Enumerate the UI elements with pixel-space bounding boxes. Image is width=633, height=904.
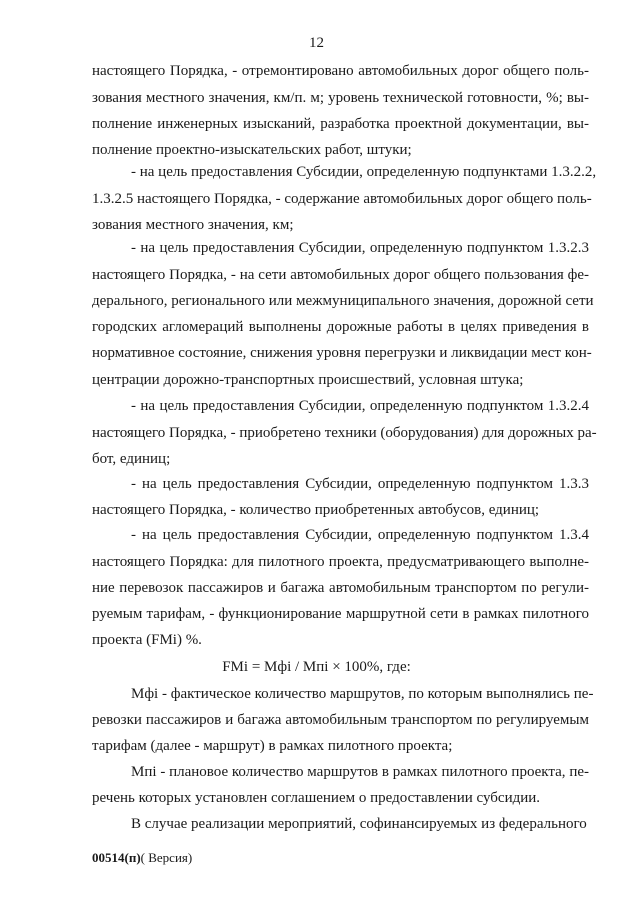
text-line: нормативное состояние, снижения уровня перегрузки и ликвидации мест кон- xyxy=(92,345,592,361)
text-line: 1.3.2.5 настоящего Порядка, - содержание автомобильных дорог общего поль- xyxy=(92,191,592,207)
formula: FMi = Мфi / Мпi × 100%, где: xyxy=(222,659,411,675)
text-line: тарифам (далее - маршрут) в рамках пилотного проекта; xyxy=(92,738,453,754)
text-line: - на цель предоставления Субсидии, определенную подпунктом 1.3.2.3 xyxy=(131,240,589,256)
document-version: ( Версия) xyxy=(140,850,193,865)
text-line: проекта (FMi) %. xyxy=(92,632,202,648)
text-line: настоящего Порядка: для пилотного проекта, предусматривающего выполне- xyxy=(92,554,589,570)
text-line: зования местного значения, км; xyxy=(92,217,294,233)
text-line: зования местного значения, км/п. м; уровень технической готовности, %; вы- xyxy=(92,90,589,106)
text-line: настоящего Порядка, - приобретено техники (оборудования) для дорожных ра- xyxy=(92,425,597,441)
text-line: Мфi - фактическое количество маршрутов, по которым выполнялись пе- xyxy=(131,686,594,702)
text-line: бот, единиц; xyxy=(92,451,171,467)
text-line: - на цель предоставления Субсидии, определенную подпунктами 1.3.2.2, xyxy=(131,164,597,180)
document-footer xyxy=(92,850,192,866)
text-line: центрации дорожно-транспортных происшествий, условная штука; xyxy=(92,372,524,388)
text-line: полнение инженерных изысканий, разработка проектной документации, вы- xyxy=(92,116,589,132)
document-code: 00514(п) xyxy=(92,850,141,865)
page-number: 12 xyxy=(309,35,324,51)
text-line: городских агломераций выполнены дорожные работы в целях приведения в xyxy=(92,319,589,335)
text-line: полнение проектно-изыскательских работ, штуки; xyxy=(92,142,412,158)
text-line: ние перевозок пассажиров и багажа автомобильным транспортом по регули- xyxy=(92,580,589,596)
text-line: - на цель предоставления Субсидии, определенную подпунктом 1.3.4 xyxy=(131,527,589,543)
text-line: руемым тарифам, - функционирование маршрутной сети в рамках пилотного xyxy=(92,606,589,622)
text-line: настоящего Порядка, - отремонтировано автомобильных дорог общего поль- xyxy=(92,63,589,79)
text-line: настоящего Порядка, - на сети автомобильных дорог общего пользования фе- xyxy=(92,267,589,283)
text-line: дерального, регионального или межмуниципального значения, дорожной сети xyxy=(92,293,594,309)
text-line: Мпi - плановое количество маршрутов в рамках пилотного проекта, пе- xyxy=(131,764,589,780)
text-line: - на цель предоставления Субсидии, определенную подпунктом 1.3.2.4 xyxy=(131,398,589,414)
text-line: ревозки пассажиров и багажа автомобильным транспортом по регулируемым xyxy=(92,712,589,728)
text-line: настоящего Порядка, - количество приобретенных автобусов, единиц; xyxy=(92,502,540,518)
text-line: В случае реализации мероприятий, софинансируемых из федерального xyxy=(131,816,587,832)
text-line: - на цель предоставления Субсидии, определенную подпунктом 1.3.3 xyxy=(131,476,589,492)
text-line: речень которых установлен соглашением о предоставлении субсидии. xyxy=(92,790,541,806)
